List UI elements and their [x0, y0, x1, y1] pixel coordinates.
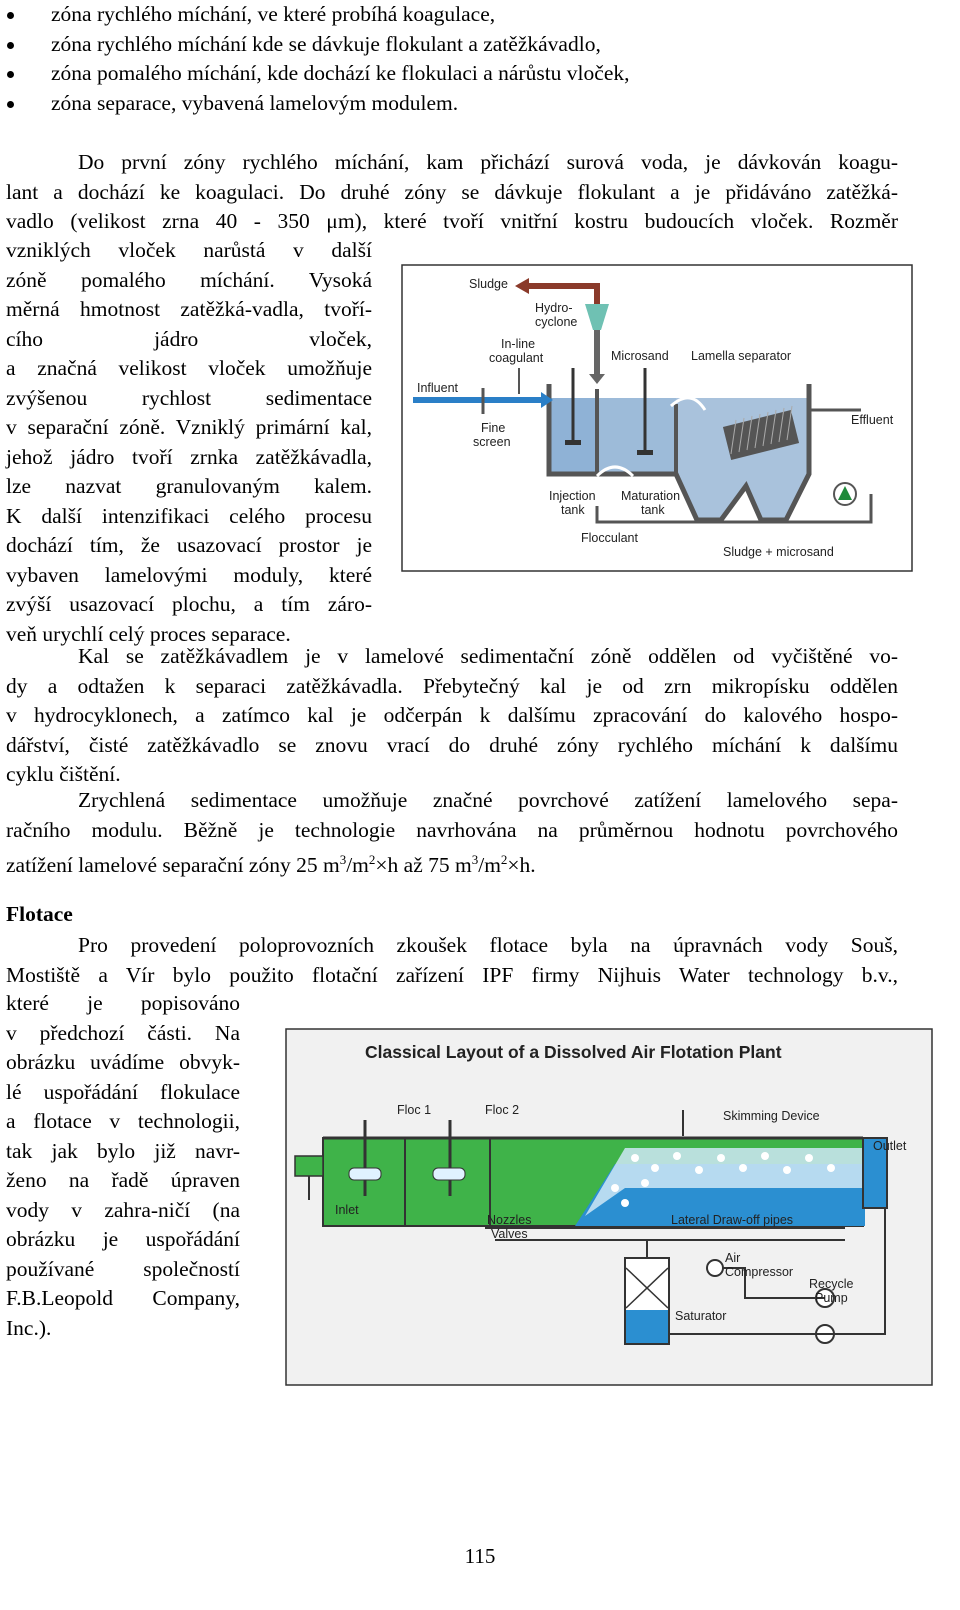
- label-floc1: Floc 1: [397, 1103, 432, 1117]
- label-sludge-microsand: Sludge + microsand: [723, 545, 834, 559]
- label-nozzles: Valves: [491, 1227, 528, 1241]
- text-line: K další intenzifikaci celého procesu: [6, 503, 372, 528]
- text-line: a značná velikost vloček umožňuje: [6, 356, 372, 380]
- text-line: lé uspořádání flokulace: [6, 1079, 240, 1104]
- text-line: Zrychlená sedimentace umožňuje značné povrchové zatížení lamelového sepa-: [78, 788, 898, 812]
- text-line: veň urychlí celý proces separace.: [6, 621, 291, 646]
- bullet-item: zóna separace, vybavená lamelovým modulem.: [0, 89, 930, 119]
- paragraph-2: [6, 642, 898, 790]
- figure-title: Classical Layout of a Dissolved Air Flotation Plant: [365, 1042, 782, 1062]
- compressor-icon: [707, 1260, 723, 1276]
- daf-plant-figure: [285, 1028, 933, 1386]
- text-line: lant a dochází ke koagulaci. Do druhé zóny se dávkuje flokulant a je přidáváno zatěžká-: [6, 179, 898, 204]
- text-line: cího jádro vloček,: [6, 326, 372, 351]
- label-skimming-device: Skimming Device: [723, 1109, 820, 1123]
- label-nozzles: Nozzles: [487, 1213, 532, 1227]
- label-air-compressor: Compressor: [725, 1265, 794, 1279]
- section-heading: Flotace: [6, 902, 73, 926]
- label-injection-tank: Injection: [549, 489, 596, 503]
- bullet-dot: [7, 12, 14, 19]
- label-floc2: Floc 2: [485, 1103, 520, 1117]
- text-line: v separační zóně. Vzniklý primární kal,: [6, 415, 372, 439]
- saturator-water: [626, 1310, 668, 1343]
- inlet-pipe: [295, 1156, 323, 1176]
- text-line: zvýšenou rychlost sedimentace: [6, 385, 372, 410]
- ballasted-flocculation-figure: [401, 264, 913, 572]
- text-line: jehož jádro tvoří zrnka zatěžkávadla,: [6, 444, 372, 469]
- label-inline-coagulant: coagulant: [489, 351, 544, 365]
- label-recycle-pump: Recycle: [809, 1277, 854, 1291]
- paragraph-1-wrap: [6, 236, 372, 649]
- label-lateral-pipes: Lateral Draw-off pipes: [671, 1213, 794, 1227]
- text-line: v předchozí části. Na: [6, 1020, 240, 1045]
- label-outlet: Outlet: [873, 1139, 907, 1153]
- text-line: vadlo (velikost zrna 40 - 350 μm), které tvoří vnitřní kostru budoucích vloček. Rozměr: [6, 209, 898, 233]
- label-inline-coagulant: In-line: [501, 337, 536, 351]
- text-line: dářství, čisté zatěžkávadlo se znovu vrací do druhé zóny rychlého míchání k dalšímu: [6, 732, 898, 757]
- bullet-dot: [7, 42, 14, 49]
- paragraph-3: [6, 786, 898, 881]
- text-line: F.B.Leopold Company,: [6, 1286, 240, 1310]
- label-sludge: Sludge: [469, 277, 508, 291]
- maturation-tank-water: [597, 398, 676, 474]
- label-inlet: Inlet: [335, 1203, 359, 1217]
- bullet-item: zóna rychlého míchání kde se dávkuje flokulant a zatěžkávadlo,: [0, 30, 930, 60]
- mixer-blade: [637, 450, 653, 455]
- text-line: lze nazvat granulovaným kalem.: [6, 474, 372, 498]
- bullet-item: zóna rychlého míchání, ve které probíhá koagulace,: [0, 0, 930, 30]
- label-maturation-tank: tank: [641, 503, 665, 517]
- text-line: vody v zahra-ničí (na: [6, 1197, 240, 1222]
- label-saturator: Saturator: [675, 1309, 727, 1323]
- label-hydrocyclone: cyclone: [535, 315, 578, 329]
- label-lamella-separator: Lamella separator: [691, 349, 792, 363]
- text-line: vzniklých vloček narůstá v další: [6, 238, 372, 262]
- mixer-blade: [565, 440, 581, 445]
- label-injection-tank: tank: [561, 503, 585, 517]
- text-line: které je popisováno: [6, 991, 240, 1015]
- label-fine-screen: screen: [473, 435, 511, 449]
- text-line: používané společností: [6, 1256, 240, 1281]
- text-line: zóně pomalého míchání. Vysoká: [6, 267, 372, 292]
- label-maturation-tank: Maturation: [621, 489, 681, 503]
- text-line: v hydrocyklonech, a zatímco kal je odčerpán k dalšímu zpracování do kalového hospo-: [6, 703, 898, 727]
- label-air-compressor: Air: [725, 1251, 741, 1265]
- text-line: obrázku je uspořádání: [6, 1227, 240, 1251]
- paragraph-1: [6, 148, 898, 237]
- text-line: dochází tím, že usazovací prostor je: [6, 533, 372, 557]
- label-effluent: Effluent: [851, 413, 894, 427]
- text-line: zvýší usazovací plochu, a tím záro-: [6, 592, 372, 616]
- text-line: obrázku uvádíme obvyk-: [6, 1050, 240, 1074]
- label-flocculant: Flocculant: [581, 531, 638, 545]
- text-line: zatížení lamelové separační zóny 25 $m^3/m^2\times h$ až 75 $m^3/m^2\times h$.: [6, 852, 536, 878]
- paragraph-4: [6, 931, 898, 990]
- text-line: račního modulu. Běžně je technologie navrhována na průměrnou hodnotu povrchového: [6, 817, 898, 842]
- zone-bullet-list: [0, 0, 930, 118]
- text-line: tak jak bylo již navr-: [6, 1138, 240, 1163]
- label-influent: Influent: [417, 381, 459, 395]
- text-line: Inc.).: [6, 1315, 52, 1340]
- text-line: Mostiště a Vír bylo použito flotační zařízení IPF firmy Nijhuis Water technology b.v.,: [6, 962, 898, 987]
- text-line: Pro provedení poloprovozních zkoušek flotace byla na úpravnách vody Souš,: [78, 933, 898, 957]
- bullet-dot: [7, 71, 14, 78]
- label-recycle-pump: Pump: [815, 1291, 848, 1305]
- text-line: ženo na řadě úpraven: [6, 1168, 240, 1192]
- paragraph-4-wrap: [6, 989, 240, 1343]
- bullet-dot: [7, 101, 14, 108]
- text-line: a flotace v technologii,: [6, 1109, 240, 1133]
- text-line: vybaven lamelovými moduly, které: [6, 562, 372, 587]
- label-fine-screen: Fine: [481, 421, 506, 435]
- label-hydrocyclone: Hydro-: [535, 301, 573, 315]
- text-line: Do první zóny rychlého míchání, kam přichází surová voda, je dávkován koagu-: [78, 150, 898, 174]
- bullet-item: zóna pomalého míchání, kde dochází ke flokulaci a nárůstu vloček,: [0, 59, 930, 89]
- page-number: 115: [464, 1544, 496, 1568]
- label-microsand: Microsand: [611, 349, 669, 363]
- text-line: měrná hmotnost zatěžká-vadla, tvoří-: [6, 297, 372, 321]
- text-line: dy a odtažen k separaci zatěžkávadla. Přebytečný kal je od zrn mikropísku oddělen: [6, 673, 898, 698]
- text-line: Kal se zatěžkávadlem je v lamelové sedimentační zóně oddělen od vyčištěné vo-: [78, 644, 898, 668]
- text-line: cyklu čištění.: [6, 762, 121, 786]
